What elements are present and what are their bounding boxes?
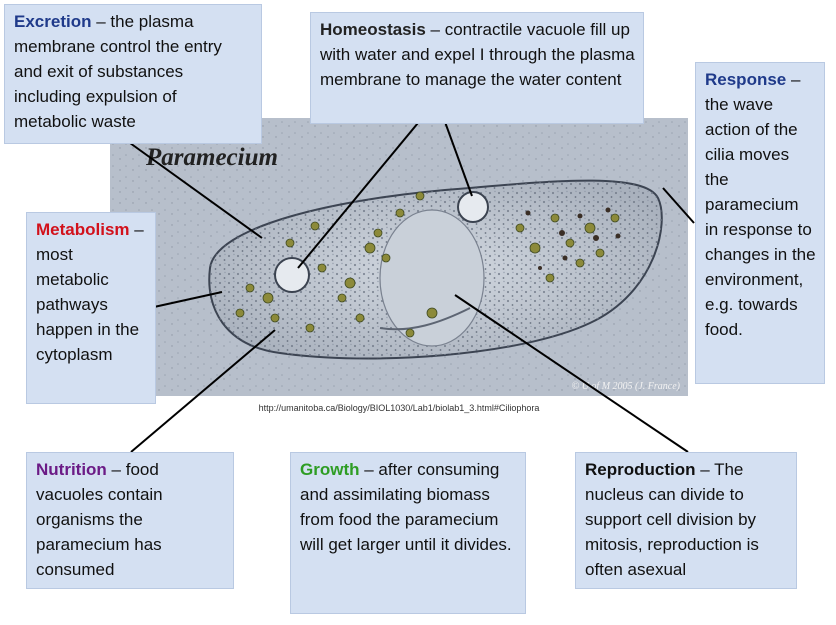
reproduction-text: – The nucleus can divide to support cell division by mitosis, reproduction is often asexual bbox=[585, 460, 759, 579]
growth-text: – after consuming and assimilating biomass from food the paramecium will get larger until it divides. bbox=[300, 460, 512, 554]
reproduction-term: Reproduction bbox=[585, 460, 696, 479]
response-text: – the wave action of the cilia moves the paramecium in response to changes in the environment, e.g. towards food. bbox=[705, 70, 816, 339]
response-label bbox=[695, 62, 825, 384]
growth-term: Growth bbox=[300, 460, 360, 479]
excretion-text: – the plasma membrane control the entry and exit of substances including expulsion of metabolic waste bbox=[14, 12, 222, 131]
contractile-vacuole-right bbox=[458, 192, 488, 222]
source-url: http://umanitoba.ca/Biology/BIOL1030/Lab1/biolab1_3.html#Ciliophora bbox=[258, 403, 540, 413]
response-term: Response bbox=[705, 70, 787, 89]
growth-label bbox=[290, 452, 526, 614]
nucleus bbox=[380, 210, 484, 346]
homeostasis-text: – contractile vacuole fill up with water and expel I through the plasma membrane to manage the water content bbox=[320, 20, 635, 89]
metabolism-text: – most metabolic pathways happen in the cytoplasm bbox=[36, 220, 144, 364]
micrograph-title: Paramecium bbox=[146, 144, 278, 171]
nutrition-term: Nutrition bbox=[36, 460, 107, 479]
contractile-vacuole-left bbox=[275, 258, 309, 292]
metabolism-term: Metabolism bbox=[36, 220, 130, 239]
micrograph-credit: © U of M 2005 (J. France) bbox=[571, 381, 680, 392]
paramecium-micrograph bbox=[110, 118, 688, 396]
metabolism-label bbox=[26, 212, 156, 404]
excretion-term: Excretion bbox=[14, 12, 92, 31]
homeostasis-label bbox=[310, 12, 644, 124]
nutrition-label bbox=[26, 452, 234, 589]
homeostasis-term: Homeostasis bbox=[320, 20, 426, 39]
reproduction-label bbox=[575, 452, 797, 589]
nutrition-text: – food vacuoles contain organisms the paramecium has consumed bbox=[36, 460, 163, 579]
excretion-label bbox=[4, 4, 262, 144]
